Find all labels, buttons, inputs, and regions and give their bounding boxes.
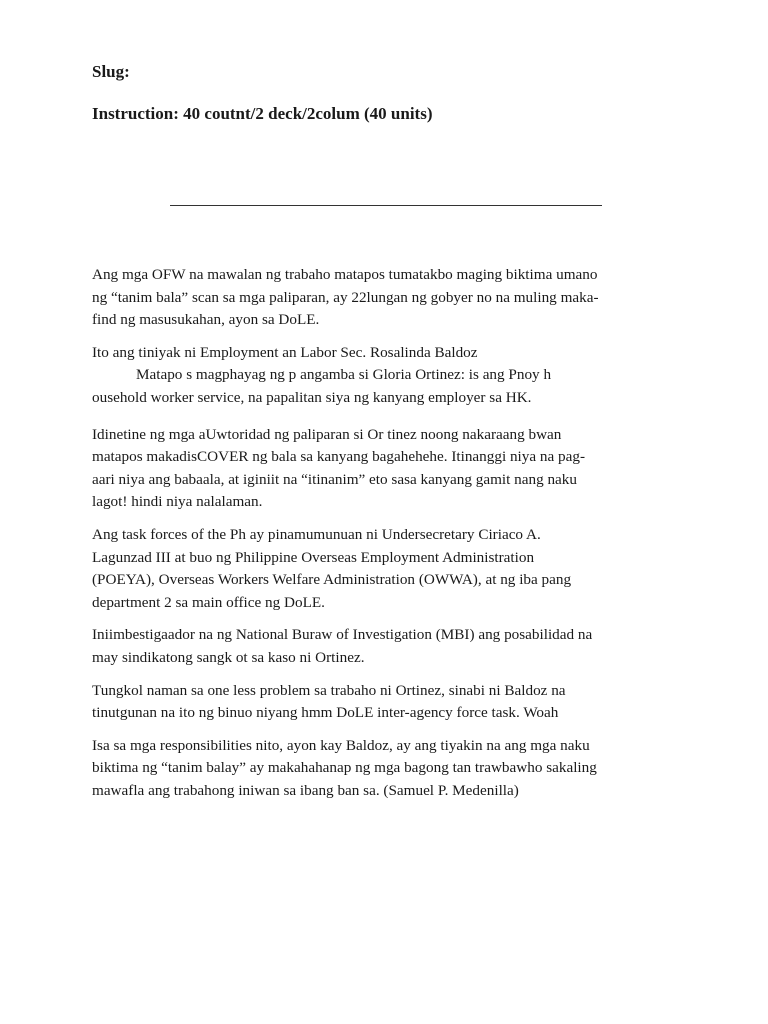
instruction-line: Instruction: 40 coutnt/2 deck/2colum (40 units) [92, 104, 433, 123]
text-line: Tungkol naman sa one less problem sa trabaho ni Ortinez, sinabi ni Baldoz na [92, 681, 566, 699]
text-line: department 2 sa main office ng DoLE. [92, 593, 325, 611]
paragraph-4 [92, 424, 692, 514]
text-line: biktima ng “tanim balay” ay makahahanap ng mga bagong tan trawbawho sakaling [92, 759, 597, 777]
text-line: Ang mga OFW na mawalan ng trabaho matapos tumatakbo maging biktima umano [92, 266, 598, 283]
paragraph-6 [92, 624, 692, 669]
slug-label: Slug: [92, 62, 130, 81]
text-line: Lagunzad III at buo ng Philippine Overseas Employment Administration [92, 548, 535, 566]
paragraph-1 [92, 264, 692, 332]
text-line: ng “tanim bala” scan sa mga paliparan, ay 22lungan ng gobyer no na muling maka- [92, 288, 599, 306]
paragraph-2 [92, 342, 692, 365]
text-line: ousehold worker service, na papalitan siya ng kanyang employer sa HK. [92, 388, 532, 406]
text-line: Iniimbestigaador na ng National Buraw of Investigation (MBI) ang posabilidad na [92, 626, 593, 644]
text-line: tinutgunan na ito ng binuo niyang hmm DoLE inter-agency force task. Woah [92, 704, 559, 722]
article-body [92, 264, 692, 812]
text-line: may sindikatong sangk ot sa kaso ni Ortinez. [92, 648, 365, 666]
text-line: Ang task forces of the Ph ay pinamumunuan ni Undersecretary Ciriaco A. [92, 525, 541, 543]
text-line: Matapo s magphayag ng p angamba si Gloria Ortinez: is ang Pnoy h [136, 366, 552, 384]
text-line: Isa sa mga responsibilities nito, ayon kay Baldoz, ay ang tiyakin na ang mga naku [92, 736, 590, 754]
text-line: matapos makadisCOVER ng bala sa kanyang bagahehehe. Itinanggi niya na pag- [92, 448, 586, 466]
text-line: lagot! hindi niya nalalaman. [92, 493, 263, 511]
paragraph-8 [92, 735, 692, 803]
text-line: Idinetine ng mga aUwtoridad ng paliparan si Or tinez noong nakaraang bwan [92, 425, 562, 443]
paragraph-5 [92, 524, 692, 614]
text-line: Ito ang tiniyak ni Employment an Labor Sec. Rosalinda Baldoz [92, 343, 478, 361]
text-line: mawafla ang trabahong iniwan sa ibang ban sa. (Samuel P. Medenilla) [92, 781, 519, 799]
text-line: (POEYA), Overseas Workers Welfare Administration (OWWA), at ng iba pang [92, 571, 572, 589]
paragraph-3 [92, 364, 692, 409]
paragraph-7 [92, 680, 692, 725]
text-line: find ng masusukahan, ayon sa DoLE. [92, 311, 320, 329]
separator-rule [170, 205, 602, 206]
text-line: aari niya ang babaala, at iginiit na “itinanim” eto sasa kanyang gamit nang naku [92, 470, 577, 488]
